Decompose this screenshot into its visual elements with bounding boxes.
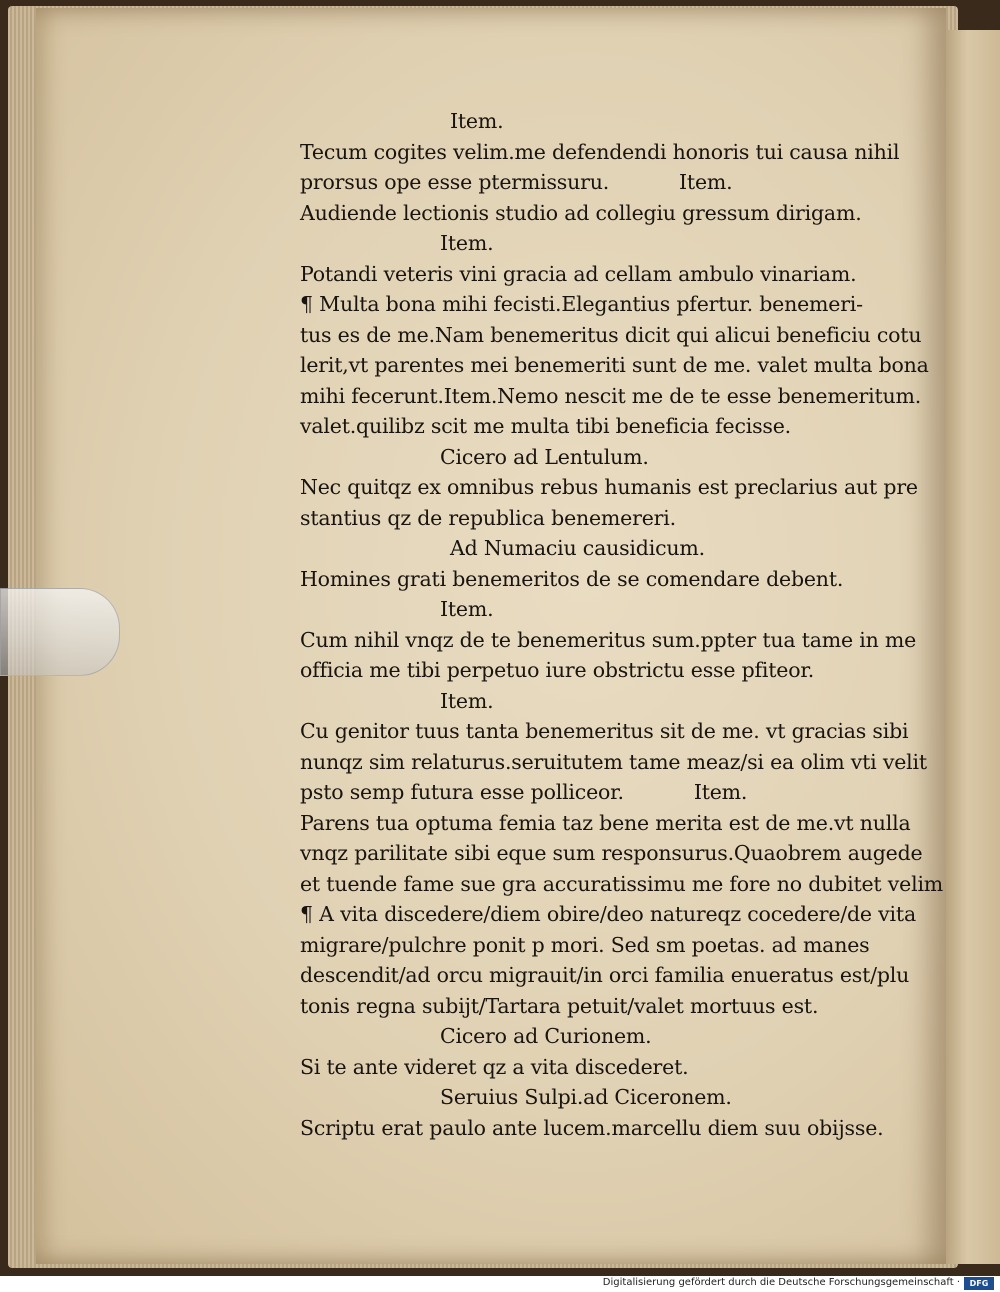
plastic-page-clip xyxy=(0,588,120,676)
text-line-content: Audiende lectionis studio ad collegiu gressum dirigam. xyxy=(300,200,862,225)
text-line-content: Item. xyxy=(440,597,494,621)
footer-bar xyxy=(0,1276,1000,1292)
text-line xyxy=(300,259,880,290)
next-leaf-edge xyxy=(946,30,1000,1264)
text-line-content: Cum nihil vnqz de te benemeritus sum.ppter tua tame in me xyxy=(300,627,917,652)
text-line-content: Ad Numaciu causidicum. xyxy=(450,536,705,560)
text-line-content: vnqz parilitate sibi eque sum responsurus.Quaobrem augede xyxy=(300,841,923,865)
text-line-content: Item. xyxy=(440,688,494,713)
text-line xyxy=(300,1082,880,1113)
text-line xyxy=(300,686,880,717)
text-line xyxy=(300,625,917,656)
text-line xyxy=(300,869,944,900)
text-line xyxy=(300,655,880,686)
text-line-content: Parens tua optuma femia taz bene merita est de me.vt nulla xyxy=(300,810,911,835)
text-line-content: Cicero ad Curionem. xyxy=(440,1024,652,1048)
text-line-content: Si te ante videret qz a vita discederet. xyxy=(300,1054,689,1079)
text-line xyxy=(300,777,880,808)
text-line xyxy=(300,899,916,930)
text-line xyxy=(300,228,880,259)
text-line xyxy=(300,350,929,381)
text-line-content: lerit,vt parentes mei benemeriti sunt de me. valet multa bona xyxy=(300,353,929,377)
text-line-content: Item. xyxy=(440,231,494,255)
text-line-content: tus es de me.Nam benemeritus dicit qui alicui beneficiu cotu xyxy=(300,322,922,347)
text-line xyxy=(300,930,880,961)
text-line xyxy=(300,1052,880,1083)
text-line xyxy=(300,167,880,198)
text-line xyxy=(300,564,880,595)
inline-heading: Item. xyxy=(679,170,733,194)
text-line-content: descendit/ad orcu migrauit/in orci familia enueratus est/plu xyxy=(300,963,910,987)
text-line xyxy=(300,838,923,869)
text-line xyxy=(300,381,922,412)
text-line xyxy=(300,533,880,564)
text-line-content: mihi fecerunt.Item.Nemo nescit me de te esse benemeritum. xyxy=(300,383,922,408)
footer-credit: Digitalisierung gefördert durch die Deutsche Forschungsgemeinschaft · xyxy=(602,1277,960,1288)
text-line xyxy=(300,1021,880,1052)
text-line-content: Cicero ad Lentulum. xyxy=(440,444,649,469)
text-line xyxy=(300,747,927,778)
text-line-content: prorsus ope esse ptermissuru. xyxy=(300,170,610,194)
text-line-content: tonis regna subijt/Tartara petuit/valet mortuus est. xyxy=(300,993,819,1018)
text-line-content: migrare/pulchre ponit p mori. Sed sm poetas. ad manes xyxy=(300,932,870,957)
text-line-content: Tecum cogites velim.me defendendi honoris tui causa nihil xyxy=(300,139,900,164)
text-line-content: Homines grati benemeritos de se comendare debent. xyxy=(300,566,844,591)
text-line-content: Nec quitqz ex omnibus rebus humanis est preclarius aut pre xyxy=(300,475,918,499)
text-line xyxy=(300,1113,884,1144)
text-line-content: nunqz sim relaturus.seruitutem tame meaz/si ea olim vti velit xyxy=(300,749,927,774)
text-line xyxy=(300,137,900,168)
text-line xyxy=(300,716,909,747)
text-line-content: Seruius Sulpi.ad Ciceronem. xyxy=(440,1085,732,1109)
text-line xyxy=(300,289,880,320)
text-line xyxy=(300,442,880,473)
text-line xyxy=(300,503,880,534)
text-line-content: Scriptu erat paulo ante lucem.marcellu diem suu obijsse. xyxy=(300,1115,884,1140)
text-line-content: stantius qz de republica benemereri. xyxy=(300,505,676,530)
text-line-content: valet.quilibz scit me multa tibi beneficia fecisse. xyxy=(300,414,791,438)
page-text xyxy=(300,106,944,1143)
text-line-content: psto semp futura esse polliceor. xyxy=(300,780,624,804)
text-line-content: Item. xyxy=(450,109,504,133)
text-line xyxy=(300,472,918,503)
text-line xyxy=(300,106,880,137)
text-line xyxy=(300,411,880,442)
text-line xyxy=(300,960,910,991)
text-line xyxy=(300,594,880,625)
text-line xyxy=(300,808,911,839)
dfg-logo-icon: DFG xyxy=(964,1277,994,1290)
text-line xyxy=(300,198,880,229)
text-line-content: Cu genitor tuus tanta benemeritus sit de me. vt gracias sibi xyxy=(300,719,909,743)
text-line-content: et tuende fame sue gra accuratissimu me fore no dubitet velim xyxy=(300,871,944,896)
text-line-content: ¶ Multa bona mihi fecisti.Elegantius pfertur. benemeri- xyxy=(300,292,863,316)
inline-heading: Item. xyxy=(693,780,748,804)
text-line-content: officia me tibi perpetuo iure obstrictu esse pfiteor. xyxy=(300,658,815,682)
text-line xyxy=(300,320,922,351)
text-line xyxy=(300,991,880,1022)
text-line-content: ¶ A vita discedere/diem obire/deo natureqz cocedere/de vita xyxy=(300,902,916,926)
text-line-content: Potandi veteris vini gracia ad cellam ambulo vinariam. xyxy=(300,261,857,286)
